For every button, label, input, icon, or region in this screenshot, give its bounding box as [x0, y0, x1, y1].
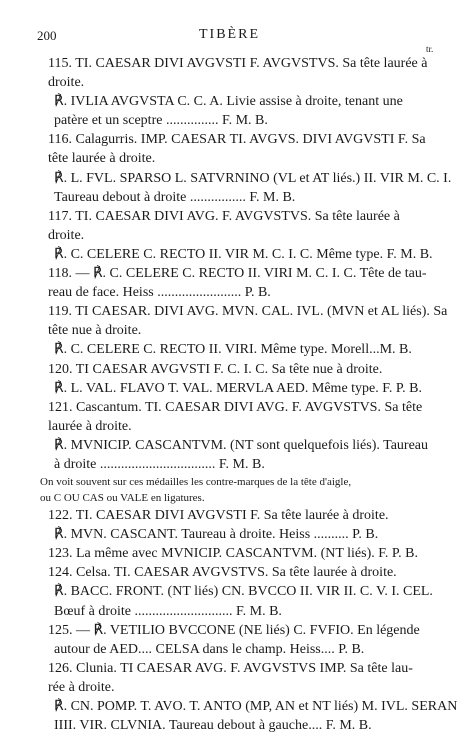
catalog-line: ℟. BACC. FRONT. (NT liés) CN. BVCCO II. VIR II. C. V. I. CEL. [54, 584, 433, 600]
catalog-body [40, 54, 457, 735]
catalog-line: Taureau debout à droite ................ F. M. B. [54, 189, 296, 205]
catalog-line: 126. Clunia. TI CAESAR AVG. F. AVGVSTVS IMP. Sa tête lau- [48, 660, 413, 676]
catalog-line: 117. TI. CAESAR DIVI AVG. F. AVGVSTVS. Sa tête laurée à [48, 208, 400, 224]
catalog-line: 115. TI. CAESAR DIVI AVGVSTI F. AVGVSTVS. Sa tête laurée à [48, 56, 428, 71]
catalog-line: 121. Cascantum. TI. CAESAR DIVI AVG. F. AVGVSTVS. Sa tête [48, 399, 423, 415]
catalog-line: 125. — ℟. VETILIO BVCCONE (NE liés) C. FVFIO. En légende [48, 622, 420, 638]
catalog-line: reau de face. Heiss ........................ P. B. [48, 285, 271, 301]
page-number: 200 [37, 28, 57, 43]
catalog-line: 124. Celsa. TI. CAESAR AVGVSTVS. Sa tête laurée à droite. [48, 565, 397, 581]
catalog-line: 118. — ℟. C. CELERE C. RECTO II. VIRI M. C. I. C. Tête de tau- [48, 266, 427, 282]
catalog-line: tête nue à droite. [48, 323, 142, 339]
catalog-line: ℟. L. FVL. SPARSO L. SATVRNINO (VL et AT liés.) II. VIR M. C. I. [54, 170, 452, 186]
catalog-line: ℟. MVN. CASCANT. Taureau à droite. Heiss .......... P. B. [54, 527, 379, 543]
catalog-line: ℟. IVLIA AVGVSTA C. C. A. Livie assise à droite, tenant une [54, 94, 403, 110]
catalog-line: 120. TI CAESAR AVGVSTI F. C. I. C. Sa tête nue à droite. [48, 361, 383, 377]
catalog-line: droite. [48, 227, 85, 243]
catalog-line: ℟. CN. POMP. T. AVO. T. ANTO (MP, AN et NT liés) M. IVL. SERAN [54, 699, 457, 714]
catalog-line: ℟. L. VAL. FLAVO T. VAL. MERVLA AED. Même type. F. P. B. [54, 380, 423, 396]
margin-note: tr. [426, 44, 434, 54]
catalog-line: droite. [48, 75, 85, 91]
catalog-line: ℟. C. CELERE C. RECTO II. VIR M. C. I. C. Même type. F. M. B. [54, 246, 433, 262]
footnote-line: ou C OU CAS ou VALE en ligatures. [40, 492, 205, 505]
catalog-line: 122. TI. CAESAR DIVI AVGVSTI F. Sa tête laurée à droite. [48, 508, 389, 524]
catalog-line: 116. Calagurris. IMP. CAESAR TI. AVGVS. DIVI AVGVSTI F. Sa [48, 132, 426, 148]
catalog-line: IIII. VIR. CLVNIA. Taureau debout à gauche.... F. M. B. [54, 718, 372, 734]
catalog-line: 123. La même avec MVNICIP. CASCANTVM. (NT liés). F. P. B. [48, 546, 418, 562]
catalog-line: 119. TI CAESAR. DIVI AVG. MVN. CAL. IVL. (MVN et AL liés). Sa [48, 304, 448, 320]
catalog-line: rée à droite. [48, 679, 115, 695]
catalog-line: laurée à droite. [48, 418, 132, 434]
catalog-line: Bœuf à droite ............................ F. M. B. [54, 603, 282, 619]
catalog-line: à droite ................................. F. M. B. [54, 456, 265, 472]
catalog-line: patère et un sceptre ............... F. M. B. [54, 113, 268, 129]
running-title: TIBÈRE [199, 27, 260, 42]
catalog-line: ℟. C. CELERE C. RECTO II. VIRI. Même type. Morell...M. B. [54, 342, 412, 358]
catalog-line: tête laurée à droite. [48, 151, 156, 167]
page-header [0, 27, 446, 54]
footnote-line: On voit souvent sur ces médailles les contre-marques de la tête d'aigle, [40, 476, 352, 489]
catalog-line: autour de AED.... CELSA dans le champ. Heiss.... P. B. [54, 641, 365, 657]
catalog-line: ℟. MVNICIP. CASCANTVM. (NT sont quelquefois liés). Taureau [54, 437, 429, 453]
